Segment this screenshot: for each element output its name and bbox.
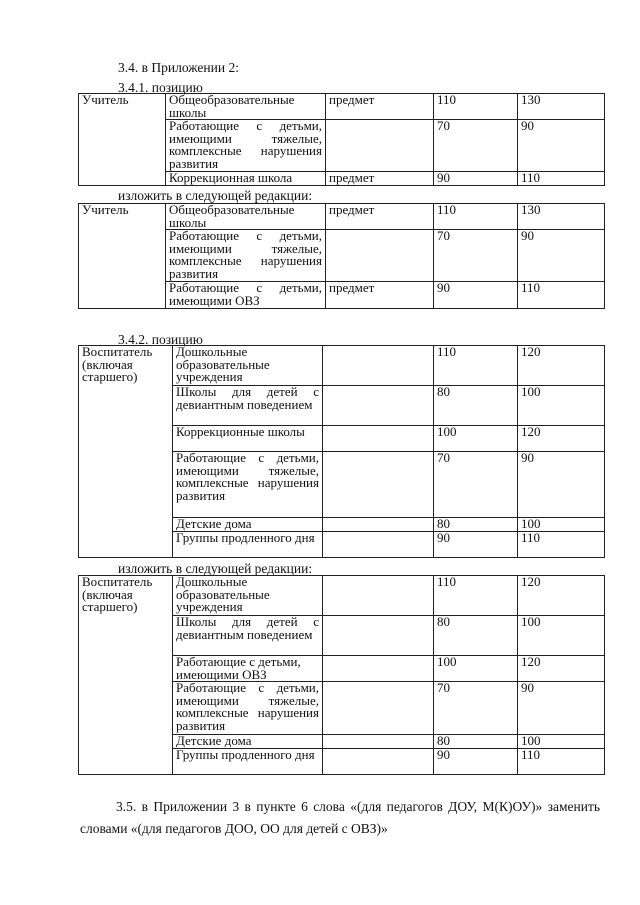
value-cell: 80 <box>434 518 518 532</box>
name-cell: Дошкольные образовательные учреждения <box>173 576 323 616</box>
value-cell: 100 <box>518 518 605 532</box>
unit-cell <box>323 426 434 452</box>
section-heading: 3.4. в Приложении 2: <box>118 60 239 75</box>
name-cell: Работающие с детьми, имеющими тяжелые, комплексные нарушения развития <box>173 452 323 518</box>
unit-cell <box>323 452 434 518</box>
value-cell: 90 <box>434 282 518 309</box>
name-cell: Работающие с детьми, имеющими тяжелые, комплексные нарушения развития <box>173 682 323 735</box>
name-cell: Детские дома <box>173 518 323 532</box>
unit-cell <box>323 656 434 682</box>
name-cell: Общеобразовательные школы <box>166 204 326 230</box>
value-cell: 90 <box>434 748 518 774</box>
value-cell: 110 <box>518 172 605 186</box>
value-cell: 90 <box>518 452 605 518</box>
name-cell: Работающие с детьми, имеющими ОВЗ <box>173 656 323 682</box>
value-cell: 110 <box>518 531 605 557</box>
unit-cell <box>323 682 434 735</box>
value-cell: 110 <box>434 576 518 616</box>
value-cell: 90 <box>518 230 605 282</box>
value-cell: 100 <box>518 616 605 656</box>
table-row <box>79 204 605 230</box>
name-cell: Коррекционная школа <box>166 172 326 186</box>
unit-cell <box>323 616 434 656</box>
unit-cell <box>323 386 434 426</box>
unit-cell <box>323 735 434 749</box>
paragraph-3-5: 3.5. в Приложении 3 в пункте 6 слова «(для педагогов ДОУ, М(К)ОУ)» заменить словами «(для педагогов ДОО, ОО для детей с ОВЗ)» <box>80 799 600 836</box>
unit-cell: предмет <box>326 94 434 120</box>
value-cell: 80 <box>434 386 518 426</box>
name-cell: Школы для детей с девиантным поведением <box>173 386 323 426</box>
role-cell: Учитель <box>79 204 166 309</box>
value-cell: 110 <box>434 346 518 386</box>
value-cell: 120 <box>518 426 605 452</box>
table-old-educator <box>78 345 605 558</box>
value-cell: 110 <box>434 204 518 230</box>
value-cell: 120 <box>518 576 605 616</box>
value-cell: 100 <box>518 386 605 426</box>
table-new-educator <box>78 575 605 775</box>
value-cell: 70 <box>434 230 518 282</box>
subsection-heading: 3.4.2. позицию <box>118 332 203 347</box>
subsection-heading: 3.4.1. позицию <box>118 80 203 95</box>
value-cell: 70 <box>434 452 518 518</box>
unit-cell <box>326 120 434 172</box>
value-cell: 120 <box>518 656 605 682</box>
unit-cell <box>323 346 434 386</box>
role-cell: Воспитатель (включая старшего) <box>79 346 173 558</box>
value-cell: 100 <box>434 426 518 452</box>
value-cell: 90 <box>434 172 518 186</box>
name-cell: Группы продленного дня <box>173 748 323 774</box>
role-cell: Учитель <box>79 94 166 186</box>
unit-cell: предмет <box>326 204 434 230</box>
name-cell: Общеобразовательные школы <box>166 94 326 120</box>
new-edition-label: изложить в следующей редакции: <box>118 561 313 576</box>
table-old-teacher <box>78 93 605 186</box>
unit-cell <box>323 518 434 532</box>
name-cell: Работающие с детьми, имеющими тяжелые, комплексные нарушения развития <box>166 230 326 282</box>
value-cell: 70 <box>434 120 518 172</box>
unit-cell: предмет <box>326 172 434 186</box>
name-cell: Работающие с детьми, имеющими тяжелые, комплексные нарушения развития <box>166 120 326 172</box>
value-cell: 90 <box>518 682 605 735</box>
value-cell: 100 <box>518 735 605 749</box>
table-row <box>79 576 605 616</box>
value-cell: 100 <box>434 656 518 682</box>
value-cell: 90 <box>518 120 605 172</box>
name-cell: Коррекционные школы <box>173 426 323 452</box>
role-cell: Воспитатель (включая старшего) <box>79 576 173 775</box>
value-cell: 130 <box>518 204 605 230</box>
value-cell: 70 <box>434 682 518 735</box>
name-cell: Группы продленного дня <box>173 531 323 557</box>
name-cell: Школы для детей с девиантным поведением <box>173 616 323 656</box>
table-row <box>79 94 605 120</box>
name-cell: Работающие с детьми, имеющими ОВЗ <box>166 282 326 309</box>
value-cell: 80 <box>434 735 518 749</box>
value-cell: 120 <box>518 346 605 386</box>
unit-cell <box>326 230 434 282</box>
unit-cell <box>323 576 434 616</box>
value-cell: 130 <box>518 94 605 120</box>
table-new-teacher <box>78 203 605 309</box>
unit-cell <box>323 531 434 557</box>
unit-cell <box>323 748 434 774</box>
new-edition-label: изложить в следующей редакции: <box>118 188 313 203</box>
value-cell: 110 <box>434 94 518 120</box>
value-cell: 80 <box>434 616 518 656</box>
value-cell: 110 <box>518 748 605 774</box>
name-cell: Дошкольные образовательные учреждения <box>173 346 323 386</box>
value-cell: 90 <box>434 531 518 557</box>
unit-cell: предмет <box>326 282 434 309</box>
name-cell: Детские дома <box>173 735 323 749</box>
value-cell: 110 <box>518 282 605 309</box>
table-row <box>79 346 605 386</box>
